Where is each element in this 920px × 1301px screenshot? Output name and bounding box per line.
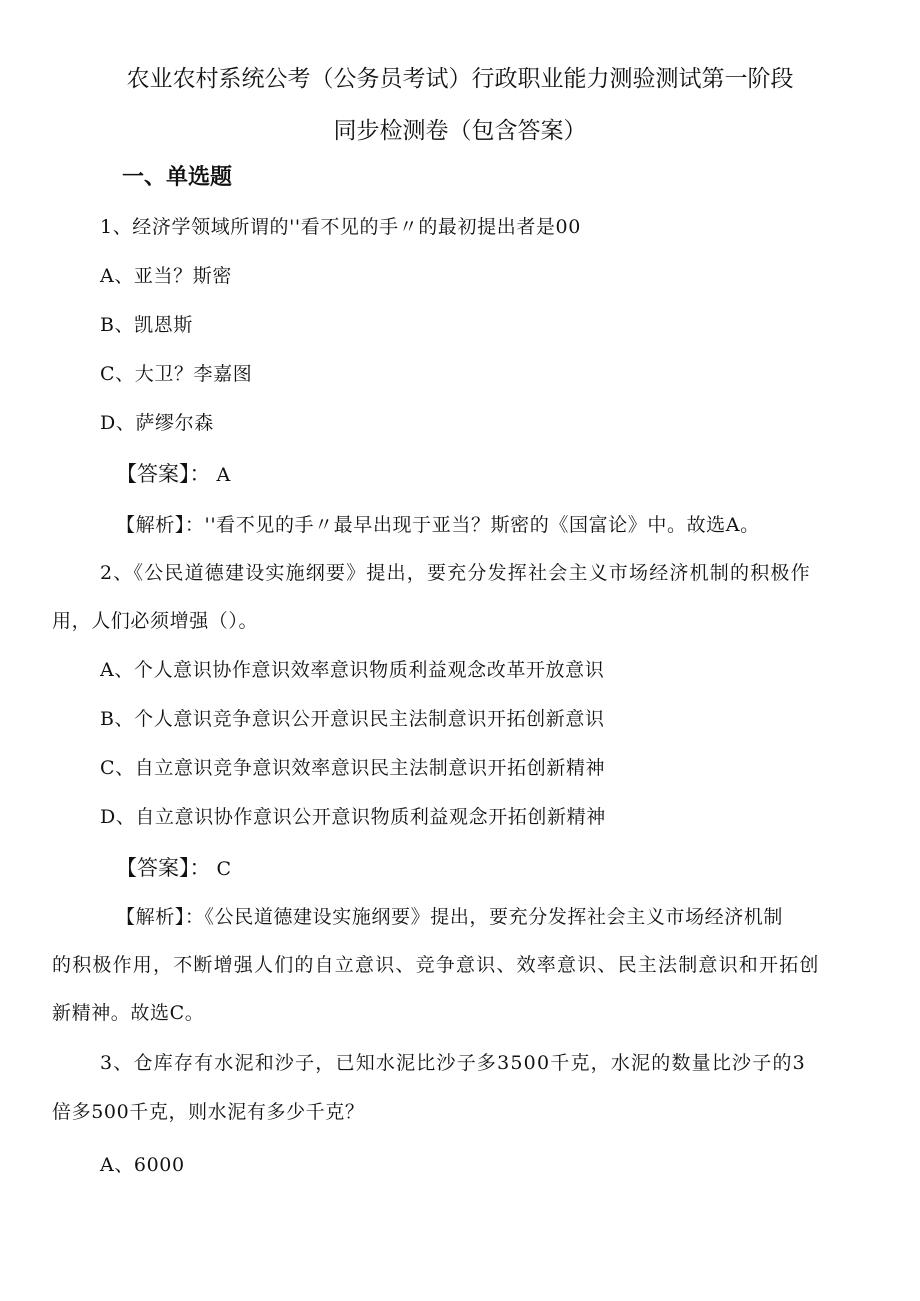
q1-option-d: D、萨缪尔森 <box>100 412 214 434</box>
q2-option-a: A、个人意识协作意识效率意识物质利益观念改革开放意识 <box>100 659 605 681</box>
doc-title-line1: 农业农村系统公考（公务员考试）行政职业能力测验测试第一阶段 <box>126 66 794 92</box>
answer-label: 【答案】： <box>116 856 211 880</box>
q2-explanation-line2: 的积极作用，不断增强人们的自立意识、竞争意识、效率意识、民主法制意识和开拓创 <box>52 954 820 976</box>
q1-option-c: C、大卫？李嘉图 <box>100 363 253 385</box>
q1-option-b: B、凯恩斯 <box>100 314 193 336</box>
q2-option-d: D、自立意识协作意识公开意识物质利益观念开拓创新精神 <box>100 806 606 828</box>
q1-answer-value: A <box>216 464 231 486</box>
q1-answer <box>116 458 230 488</box>
q2-stem-line1: 2、《公民道德建设实施纲要》提出，要充分发挥社会主义市场经济机制的积极作 <box>100 562 811 584</box>
q1-stem: 1、经济学领域所谓的''看不见的手〃的最初提出者是00 <box>100 216 581 238</box>
q1-explanation-text: ''看不见的手〃最早出现于亚当？斯密的《国富论》中。故选A。 <box>204 514 760 536</box>
q2-option-b: B、个人意识竞争意识公开意识民主法制意识开拓创新意识 <box>100 708 605 730</box>
section-heading: 一、单选题 <box>122 165 233 190</box>
answer-label: 【答案】： <box>116 462 211 486</box>
q2-answer-value: C <box>216 858 232 880</box>
doc-title-line2: 同步检测卷（包含答案） <box>333 118 587 144</box>
q2-answer <box>116 852 231 882</box>
q2-option-c: C、自立意识竞争意识效率意识民主法制意识开拓创新精神 <box>100 757 606 779</box>
q1-option-a: A、亚当？斯密 <box>100 265 232 287</box>
q3-stem-line2: 倍多500千克，则水泥有多少千克？ <box>52 1101 365 1123</box>
q3-stem-line1: 3、仓库存有水泥和沙子，已知水泥比沙子多3500千克，水泥的数量比沙子的3 <box>100 1052 806 1074</box>
q2-explanation-text1: 《公民道德建设实施纲要》提出，要充分发挥社会主义市场经济机制 <box>204 906 784 928</box>
q2-stem-line2: 用，人们必须增强（）。 <box>52 610 259 632</box>
q3-option-a: A、6000 <box>100 1154 185 1176</box>
explanation-label: 【解析】： <box>116 906 205 928</box>
q2-explanation-line1 <box>116 902 783 929</box>
explanation-label: 【解析】： <box>116 514 205 536</box>
q2-explanation-line3: 新精神。故选C。 <box>52 1002 205 1024</box>
q1-explanation <box>116 510 760 537</box>
